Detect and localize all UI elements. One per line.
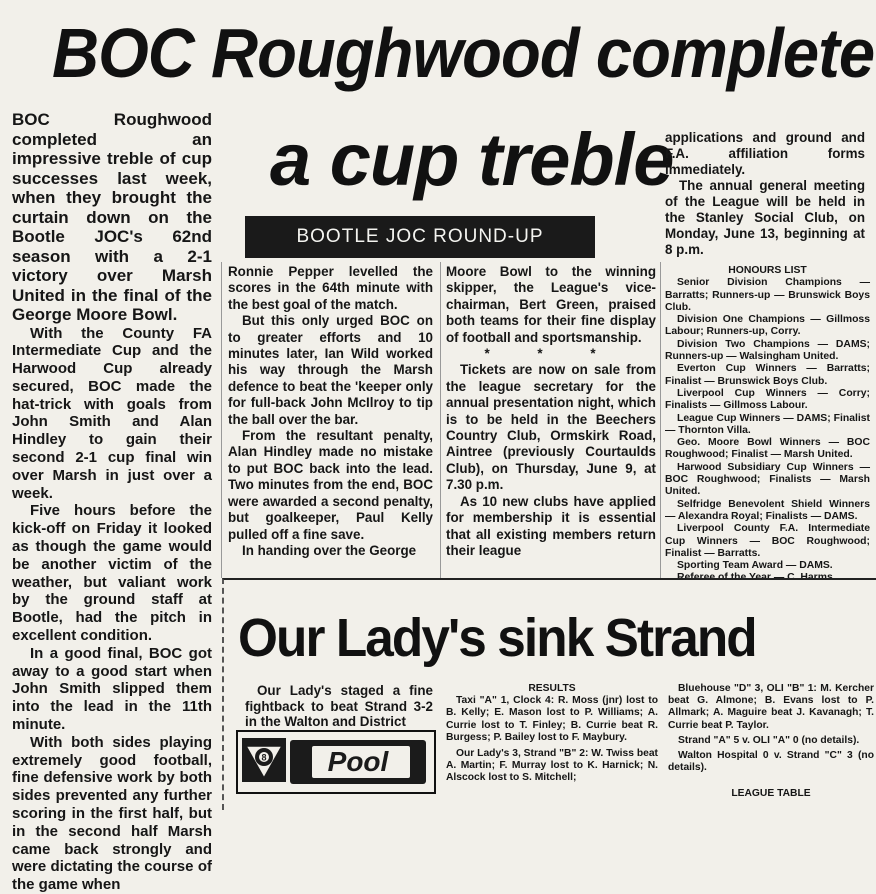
- article-column-4: [665, 130, 865, 258]
- section-break-stars: * * *: [484, 346, 618, 362]
- league-table-heading: LEAGUE TABLE: [731, 788, 811, 800]
- results-title: RESULTS: [528, 683, 576, 694]
- headline-sub: a cup treble: [270, 118, 674, 201]
- honours-item: Everton Cup Winners — Barratts; Finalist — Brunswick Boys Club.: [665, 363, 870, 387]
- paragraph: But this only urged BOC on to greater efforts and 10 minutes later, Ian Wild worked his way through the Marsh defence to beat the 'keeper only for full-back John McIlroy to tip the ball over the bar.: [228, 313, 433, 427]
- honours-item: Division One Champions — Gillmoss Labour; Runners-up, Corry.: [665, 314, 870, 338]
- pool-intro-column: [245, 683, 433, 730]
- paragraph: With both sides playing extremely good football, fine defensive work by both sides prevented any further scoring in the first half, but in the second half Marsh came back strongly and were dictating the course of the game when: [12, 733, 212, 894]
- paragraph: Our Lady's staged a fine fightback to beat Strand 3-2 in the Walton and District: [245, 683, 433, 729]
- honours-item: Liverpool Cup Winners — Corry; Finalists — Gillmoss Labour.: [665, 387, 870, 412]
- results-column: [446, 683, 658, 785]
- honours-title: HONOURS LIST: [728, 265, 807, 276]
- pool-logo: [236, 730, 436, 794]
- honours-item: Geo. Moore Bowl Winners — BOC Roughwood; Finalist — Marsh United.: [665, 437, 870, 461]
- paragraph: Tickets are now on sale from the league secretary for the annual presentation night, which is to be held in the Beechers Country Club, Ormskirk Road, Aintree (previously Courtaulds Club), on Thursday, June 9, at 7.30 p.m.: [446, 362, 656, 493]
- result-item: Walton Hospital 0 v. Strand "C" 3 (no details).: [668, 750, 874, 774]
- article-column-1: [12, 110, 212, 894]
- paragraph: As 10 new clubs have applied for membership it is essential that all existing members return their league: [446, 493, 656, 558]
- honours-item: League Cup Winners — DAMS; Finalist — Thornton Villa.: [665, 412, 870, 436]
- honours-item: Selfridge Benevolent Shield Winners — Alexandra Royal; Finalists — DAMS.: [665, 498, 870, 522]
- result-item: Our Lady's 3, Strand "B" 2: W. Twiss beat A. Martin; F. Murray lost to K. Harnick; N. Alscock lost to S. Mitchell;: [446, 748, 658, 784]
- pool-ball-icon: [242, 738, 286, 782]
- paragraph: Five hours before the kick-off on Friday it looked as though the game would be another victim of the weather, but valiant work by the ground staff at Bootle, had the pitch in excellent condition.: [12, 502, 212, 645]
- column-rule: [660, 262, 661, 578]
- column-rule: [440, 262, 441, 578]
- paragraph: Ronnie Pepper levelled the scores in the 64th minute with the best goal of the match.: [228, 264, 433, 312]
- pool-ball-number: 8: [261, 752, 267, 763]
- column-rule: [221, 262, 222, 578]
- pool-headline: Our Lady's sink Strand: [238, 608, 756, 668]
- result-item: Taxi "A" 1, Clock 4: R. Moss (jnr) lost to B. Kelly; E. Mason lost to P. Williams; A. Currie lost to T. Finley; B. Currie beat R. Burgess; P. Bailey lost to F. Maybury.: [446, 695, 658, 743]
- honours-item: Liverpool County F.A. Intermediate Cup Winners — BOC Roughwood; Finalist — Barratts.: [665, 523, 870, 559]
- paragraph: applications and ground and F.A. affiliation forms immediately.: [665, 130, 865, 177]
- honours-list: [665, 265, 870, 585]
- paragraph: Moore Bowl to the winning skipper, the League's vice-chairman, Bert Green, praised both teams for their fine display of football and sportsmanship.: [446, 264, 656, 345]
- article-column-3: [446, 264, 656, 559]
- article-column-2: [228, 264, 433, 559]
- paragraph: From the resultant penalty, Alan Hindley made no mistake to put BOC back into the lead. Two minutes from the end, BOC were awarded a second penalty, but goalkeeper, Paul Kelly pulled off a fine save.: [228, 428, 433, 542]
- paragraph: The annual general meeting of the League will be held in the Stanley Social Club, on Monday, June 13, beginning at 8 p.m.: [665, 178, 865, 257]
- headline-main: BOC Roughwood complete: [52, 14, 875, 92]
- result-item: Bluehouse "D" 3, OLI "B" 1: M. Kercher beat G. Almone; B. Evans lost to P. Allmark; A. Maguire beat J. Kavanagh; T. Currie beat P. Taylor.: [668, 683, 874, 731]
- lead-paragraph: BOC Roughwood completed an impressive treble of cup successes last week, when they brought the curtain down on the Bootle JOC's 62nd season with a 2-1 victory over Marsh United in the final of the George Moore Bowl.: [12, 110, 212, 324]
- paragraph: With the County FA Intermediate Cup and the Harwood Cup already secured, BOC made the hat-trick with goals from John Smith and Alan Hindley to gain their second 2-1 cup final win over Marsh in just over a week.: [12, 324, 212, 502]
- result-item: Strand "A" 5 v. OLI "A" 0 (no details).: [678, 734, 860, 746]
- paragraph: In handing over the George: [242, 542, 417, 558]
- honours-item: Senior Division Champions — Barratts; Runners-up — Brunswick Boys Club.: [665, 277, 870, 313]
- honours-item: Referee of the Year — C. Harms.: [677, 572, 836, 584]
- pool-label-box: [290, 740, 426, 784]
- honours-item: Harwood Subsidiary Cup Winners — BOC Roughwood; Finalists — Marsh United.: [665, 461, 870, 498]
- results-column-2: [668, 683, 874, 801]
- honours-item: Division Two Champions — DAMS; Runners-up — Walsingham United.: [665, 338, 870, 363]
- paragraph: In a good final, BOC got away to a good start when John Smith slipped them into the lead in the 11th minute.: [12, 644, 212, 734]
- pool-label-text: Pool: [327, 746, 389, 777]
- section-subhead: BOOTLE JOC ROUND-UP: [245, 216, 595, 258]
- honours-item: Sporting Team Award — DAMS.: [677, 560, 833, 572]
